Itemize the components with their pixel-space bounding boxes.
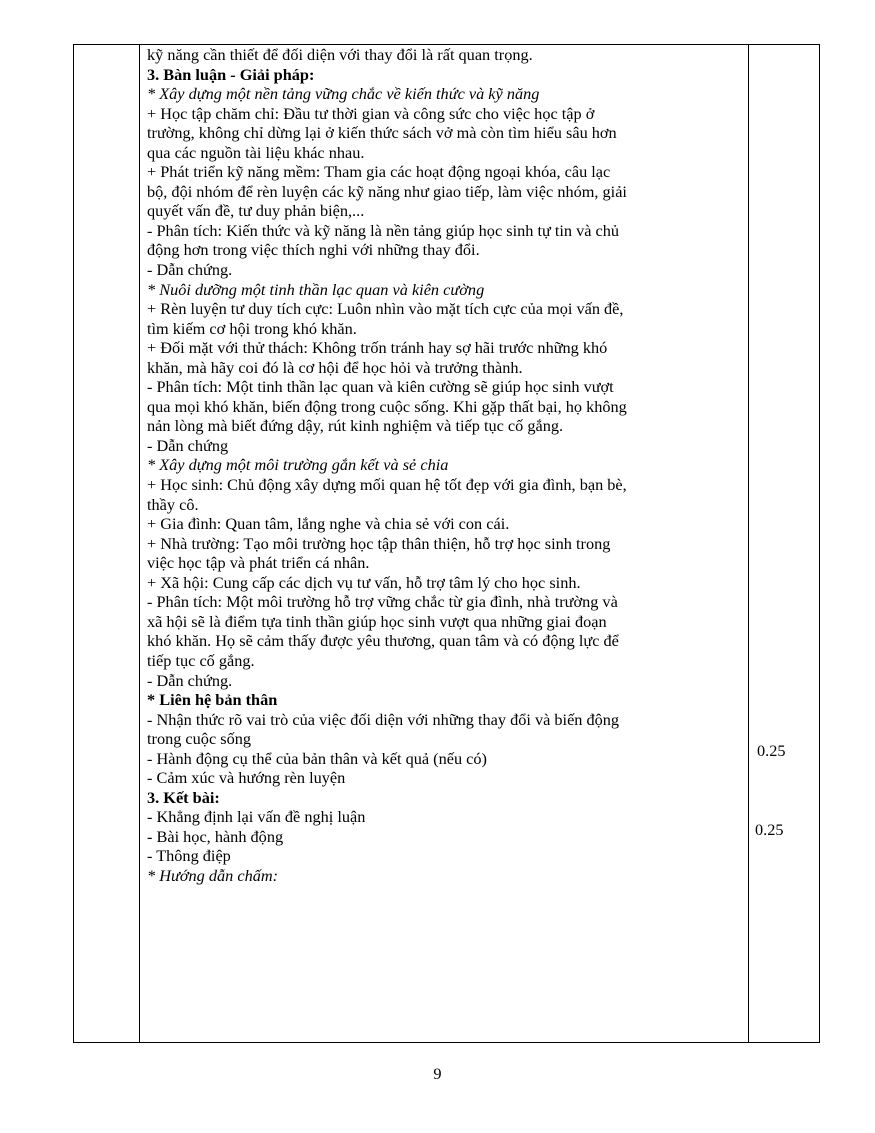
content-line: trong cuộc sống — [147, 729, 251, 749]
content-line: + Học tập chăm chỉ: Đầu tư thời gian và công sức cho việc học tập ở — [147, 103, 595, 123]
content-line: - Bài học, hành động — [147, 826, 284, 846]
content-line: nản lòng mà biết đứng dậy, rút kinh nghiệm và tiếp tục cố gắng. — [147, 416, 564, 436]
content-line: * Hướng dẫn chấm: — [147, 865, 279, 885]
content-line: - Phân tích: Một môi trường hỗ trợ vững chắc từ gia đình, nhà trường và — [147, 592, 618, 612]
content-line: + Phát triển kỹ năng mềm: Tham gia các hoạt động ngoại khóa, câu lạc — [147, 162, 611, 182]
content-lines — [147, 45, 748, 886]
content-line: khó khăn. Họ sẽ cảm thấy được yêu thương, quan tâm và có động lực để — [147, 631, 619, 651]
page-number: 9 — [433, 1064, 442, 1083]
content-line: - Dẫn chứng. — [147, 670, 233, 690]
content-line: - Dẫn chứng — [147, 435, 229, 455]
content-line: tiếp tục cố gắng. — [147, 650, 255, 670]
content-line: - Cảm xúc và hướng rèn luyện — [147, 768, 346, 788]
answer-table — [73, 44, 820, 1043]
content-line: + Gia đình: Quan tâm, lắng nghe và chia sẻ với con cái. — [147, 514, 510, 534]
content-line: + Đối mặt với thử thách: Không trốn tránh hay sợ hãi trước những khó — [147, 338, 608, 358]
content-line: - Thông điệp — [147, 846, 231, 866]
content-line: kỹ năng cần thiết để đối diện với thay đổi là rất quan trọng. — [147, 45, 533, 64]
content-line: tìm kiếm cơ hội trong khó khăn. — [147, 318, 357, 338]
content-line: * Xây dựng một nền tảng vững chắc về kiến thức và kỹ năng — [147, 84, 540, 104]
content-line: * Xây dựng một môi trường gắn kết và sẻ chia — [147, 455, 449, 475]
score-1: 0.25 — [757, 741, 786, 760]
content-line: trường, không chỉ dừng lại ở kiến thức sách vở mà còn tìm hiểu sâu hơn — [147, 123, 617, 143]
content-line: + Rèn luyện tư duy tích cực: Luôn nhìn vào mặt tích cực của mọi vấn đề, — [147, 299, 624, 319]
content-line: bộ, đội nhóm để rèn luyện các kỹ năng như giao tiếp, làm việc nhóm, giải — [147, 181, 627, 201]
score-2: 0.25 — [755, 820, 784, 839]
content-line: khăn, mà hãy coi đó là cơ hội để học hỏi và trưởng thành. — [147, 357, 523, 377]
content-line: quyết vấn đề, tư duy phản biện,... — [147, 201, 365, 221]
content-line: thầy cô. — [147, 494, 199, 514]
content-line: + Xã hội: Cung cấp các dịch vụ tư vấn, hỗ trợ tâm lý cho học sinh. — [147, 572, 581, 592]
content-line: + Nhà trường: Tạo môi trường học tập thân thiện, hỗ trợ học sinh trong — [147, 533, 611, 553]
content-line: - Phân tích: Kiến thức và kỹ năng là nền tảng giúp học sinh tự tin và chủ — [147, 220, 620, 240]
content-line: qua các nguồn tài liệu khác nhau. — [147, 142, 365, 162]
score-cell — [749, 45, 820, 1043]
question-number-cell — [74, 45, 140, 1043]
content-line: * Liên hệ bản thân — [147, 690, 278, 710]
content-line: - Nhận thức rõ vai trò của việc đối diện với những thay đổi và biến động — [147, 709, 620, 729]
content-line: * Nuôi dưỡng một tinh thần lạc quan và kiên cường — [147, 279, 485, 299]
content-line: - Dẫn chứng. — [147, 260, 233, 280]
content-line: - Phân tích: Một tinh thần lạc quan và kiên cường sẽ giúp học sinh vượt — [147, 377, 614, 397]
content-line: 3. Bàn luận - Giải pháp: — [147, 64, 315, 84]
table-row — [74, 45, 820, 1043]
content-line: 3. Kết bài: — [147, 787, 220, 807]
content-line: - Khẳng định lại vấn đề nghị luận — [147, 807, 366, 827]
content-line: - Hành động cụ thể của bản thân và kết quả (nếu có) — [147, 748, 487, 768]
content-cell — [140, 45, 749, 1043]
content-line: việc học tập và phát triển cá nhân. — [147, 553, 370, 573]
content-line: qua mọi khó khăn, biến động trong cuộc sống. Khi gặp thất bại, họ không — [147, 396, 627, 416]
content-line: xã hội sẽ là điểm tựa tinh thần giúp học sinh vượt qua những giai đoạn — [147, 611, 607, 631]
content-line: động hơn trong việc thích nghi với những thay đổi. — [147, 240, 480, 260]
content-line: + Học sinh: Chủ động xây dựng mối quan hệ tốt đẹp với gia đình, bạn bè, — [147, 475, 627, 495]
